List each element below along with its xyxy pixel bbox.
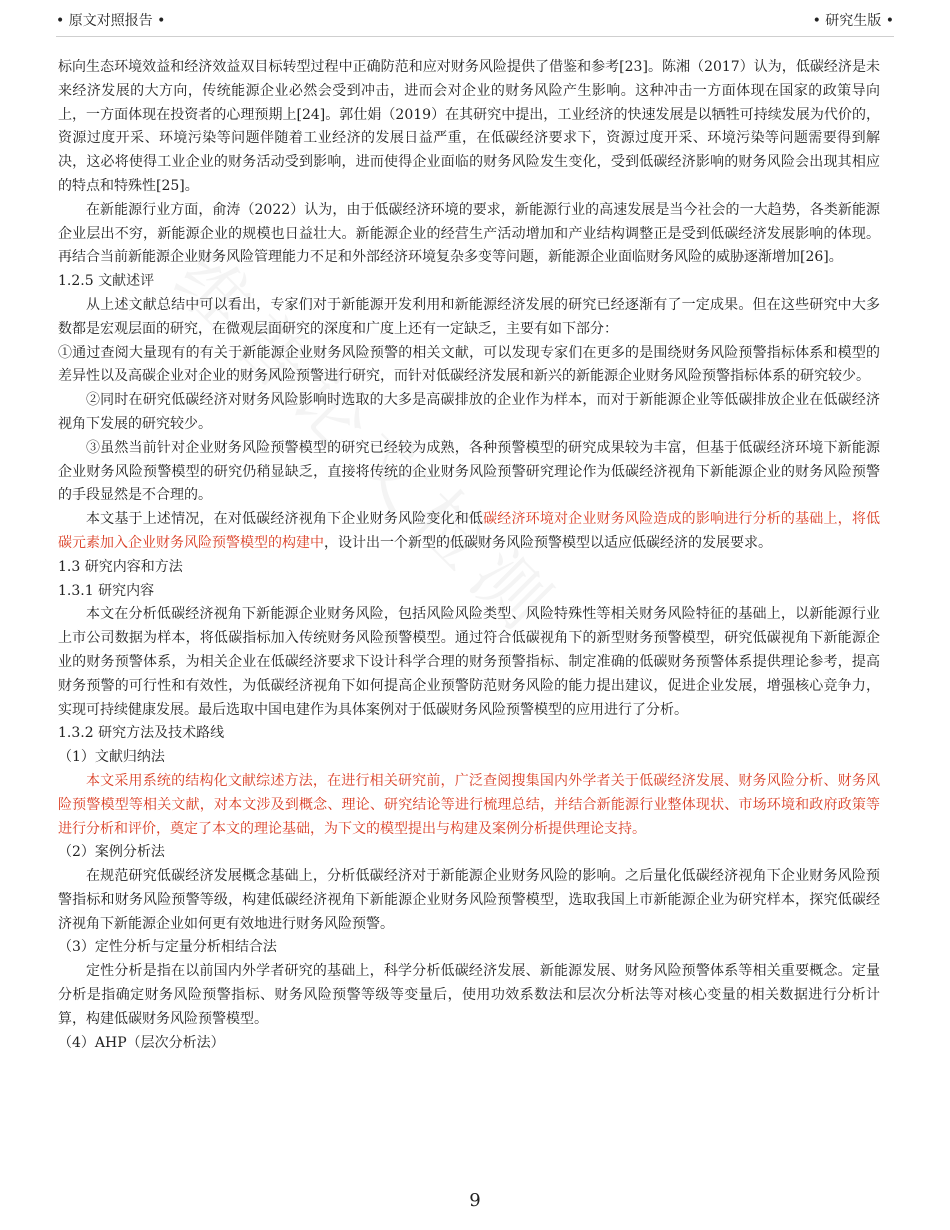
page-number: 9 [469, 1190, 481, 1211]
paragraph-point-2: ②同时在研究低碳经济对财务风险影响时选取的大多是高碳排放的企业作为样本，而对于新能源企业等低碳排放企业在低碳经济视角下发展的研究较少。 [58, 392, 880, 432]
summary-text-end: ，设计出一个新型的低碳财务风险预警模型以适应低碳经济的发展要求。 [324, 534, 772, 551]
paragraph-new-energy: 在新能源行业方面，俞涛（2022）认为，由于低碳经济环境的要求，新能源行业的高速发展是当今社会的一大趋势，各类新能源企业层出不穷，新能源企业的规模也日益壮大。新能源企业的经营生产活动增加和产业结构调整正是受到低碳经济发展影响的体现。再结合当前新能源企业财务风险管理能力不足和外部经济环境复杂多变等问题，新能源企业面临财务风险的威胁逐渐增加[26]。 [58, 201, 880, 266]
summary-text-start: 本文基于上述情况，在对低碳经济视角下企业财务风险变化和低 [86, 511, 484, 528]
paragraph-qual-quant-method: 定性分析是指在以前国内外学者研究的基础上，科学分析低碳经济发展、新能源发展、财务风险预警体系等相关重要概念。定量分析是指确定财务风险预警指标、财务风险预警等级等变量后，使用功效系数法和层次分析法等对核心变量的相关数据进行分析计算，构建低碳财务风险预警模型。 [58, 963, 880, 1027]
summary-highlight: 碳经济环境对企业财务风险造成的影响进行分析的基础上，将低碳元素加入企业财务风险预警模型的构建中 [58, 511, 881, 551]
document-body [58, 56, 880, 1055]
method-heading-ahp: （4）AHP（层次分析法） [58, 1034, 225, 1051]
section-heading-1-2-5: 1.2.5 文献述评 [58, 273, 155, 290]
paragraph-literature-method: 本文采用系统的结构化文献综述方法，在进行相关研究前，广泛查阅搜集国内外学者关于低碳经济发展、财务风险分析、财务风险预警模型等相关文献，对本文涉及到概念、理论、研究结论等进行梳理总结，并结合新能源行业整体现状、市场环境和政府政策等进行分析和评价，奠定了本文的理论基础，为下文的模型提出与构建及案例分析提供理论支持。 [58, 772, 880, 837]
paragraph-case-method: 在规范研究低碳经济发展概念基础上，分析低碳经济对于新能源企业财务风险的影响。之后量化低碳经济视角下企业财务风险预警指标和财务风险预警等级，构建低碳经济视角下新能源企业财务风险预警模型，选取我国上市新能源企业为研究样本，探究低碳经济视角下新能源企业如何更有效地进行财务风险预警。 [58, 868, 880, 932]
section-heading-1-3-2: 1.3.2 研究方法及技术路线 [58, 725, 225, 742]
header-divider [56, 36, 894, 37]
method-heading-case: （2）案例分析法 [58, 844, 165, 861]
paragraph-point-3: ③虽然当前针对企业财务风险预警模型的研究已经较为成熟，各种预警模型的研究成果较为丰富，但基于低碳经济环境下新能源企业财务风险预警模型的研究仍稍显缺乏，直接将传统的企业财务风险预警研究理论作为低碳经济视角下新能源企业的财务风险预警的手段显然是不合理的。 [58, 439, 880, 504]
header-left-label: • 原文对照报告 • [56, 13, 166, 29]
section-heading-1-3: 1.3 研究内容和方法 [58, 558, 183, 575]
page-header [56, 8, 894, 32]
section-heading-1-3-1: 1.3.1 研究内容 [58, 582, 155, 599]
method-heading-literature: （1）文献归纳法 [58, 749, 165, 766]
paragraph-point-1: ①通过查阅大量现有的有关于新能源企业财务风险预警的相关文献，可以发现专家们在更多的是围绕财务风险预警指标体系和模型的差异性以及高碳企业对企业的财务风险预警进行研究，而针对低碳经济发展和新兴的新能源企业财务风险预警指标体系的研究较少。 [58, 344, 880, 385]
paragraph-continuation: 标向生态环境效益和经济效益双目标转型过程中正确防范和应对财务风险提供了借鉴和参考[23]。陈湘（2017）认为，低碳经济是未来经济发展的大方向，传统能源企业必然会受到冲击，进而会对企业的财务风险产生影响。这种冲击一方面体现在国家的政策导向上，一方面体现在投资者的心理预期上[24]。郭仕娟（2019）在其研究中提出，工业经济的快速发展是以牺牲可持续发展为代价的，资源过度开采、环境污染等问题伴随着工业经济的发展日益严重，在低碳经济要求下，资源过度开采、环境污染等问题需要得到解决，这必将使得工业企业的财务活动受到影响，进而使得企业面临的财务风险发生变化，受到低碳经济影响的财务风险会出现其相应的特点和特殊性[25]。 [58, 59, 880, 194]
paragraph-review-intro: 从上述文献总结中可以看出，专家们对于新能源开发利用和新能源经济发展的研究已经逐渐有了一定成果。但在这些研究中大多数都是宏观层面的研究，在微观层面研究的深度和广度上还有一定缺乏，主要有如下部分： [58, 296, 880, 337]
paragraph-research-content: 本文在分析低碳经济视角下新能源企业财务风险，包括风险风险类型、风险特殊性等相关财务风险特征的基础上，以新能源行业上市公司数据为样本，将低碳指标加入传统财务风险预警模型。通过符合低碳视角下的新型财务预警模型，研究低碳视角下新能源企业的财务预警体系，为相关企业在低碳经济要求下设计科学合理的财务预警指标、制定准确的低碳财务预警体系提供理论参考，提高财务预警的可行性和有效性，为低碳经济视角下如何提高企业预警防范财务风险的能力提出建议，促进企业发展，增强核心竞争力，实现可持续健康发展。最后选取中国电建作为具体案例对于低碳财务风险预警模型的应用进行了分析。 [58, 606, 880, 718]
method-heading-qual-quant: （3）定性分析与定量分析相结合法 [58, 939, 277, 956]
paragraph-summary [58, 508, 880, 556]
header-right-label: • 研究生版 • [812, 13, 894, 29]
